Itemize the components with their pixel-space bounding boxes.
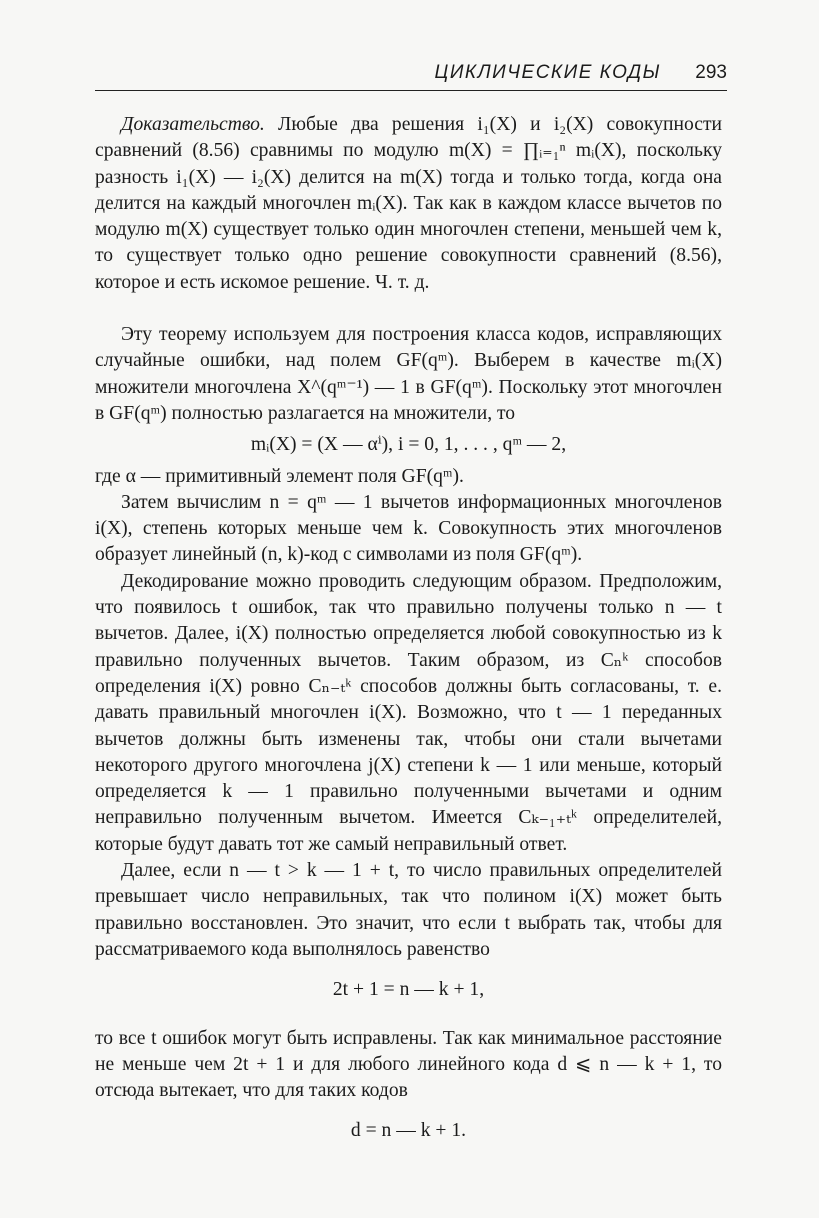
proof-paragraph [95,112,722,296]
paragraph-decoding: Декодирование можно проводить следующим образом. Предположим, что появилось t ошибок, так что правильно получены только n — t вычетов. Далее, i(X) полностью определяется любой совокупностью из k правильно полученных вычетов. Таким образом, из Cₙᵏ способов определения i(X) ровно Cₙ₋ₜᵏ способов должны быть согласованы, т. е. давать правильный многочлен i(X). Возможно, что t — 1 переданных вычетов должны быть изменены так, чтобы они стали вычетами некоторого другого многочлена j(X) степени k — 1 или меньше, который определяется k — 1 правильно полученными вычетами и одним неправильно полученным вычетом. Имеется Cₖ₋₁₊ₜᵏ определителей, которые будут давать тот же самый неправильный ответ. [95,570,722,855]
paragraph-alpha: где α — примитивный элемент поля GF(qᵐ). [95,465,464,487]
running-title: ЦИКЛИЧЕСКИЕ КОДЫ [434,62,661,83]
running-header [95,62,727,91]
paragraph-condition: Далее, если n — t > k — 1 + t, то число правильных определителей превышает число неправильных, так что полином i(X) может быть правильно восстановлен. Это значит, что если t выбрать так, чтобы для рассматриваемого кода выполнялось равенство [95,860,722,960]
equation-2t: 2t + 1 = n — k + 1, [332,979,485,1001]
paragraph-gap [95,296,722,322]
paragraph-residues: Затем вычислим n = qᵐ — 1 вычетов информационных многочленов i(X), степень которых меньше чем k. Совокупность этих многочленов образует линейный (n, k)-код с символами из поля GF(qᵐ). [95,491,722,566]
proof-lead: Доказательство. [121,114,265,135]
proof-text: Любые два решения i₁(X) и i₂(X) совокупности сравнений (8.56) сравнимы по модулю m(X) = ∏ᵢ₌₁ⁿ mᵢ(X), поскольку разность i₁(X) — i₂(X) делится на m(X) тогда и только тогда, когда она делится на каждый многочлен mᵢ(X). Так как в каждом классе вычетов по модулю m(X) существует только один многочлен степени, меньшей чем k, то существует только одно решение совокупности сравнений (8.56), которое и есть искомое решение. Ч. т. д. [95,114,722,293]
paragraph-theorem-use: Эту теорему используем для построения класса кодов, исправляющих случайные ошибки, над полем GF(qᵐ). Выберем в качестве mᵢ(X) множители многочлена X^(qᵐ⁻¹) — 1 в GF(qᵐ). Поскольку этот многочлен в GF(qᵐ) полностью разлагается на множители, то [95,324,722,424]
page-body [95,112,722,1150]
paragraph-min-distance: то все t ошибок могут быть исправлены. Так как минимальное расстояние не меньше чем 2t + 1 и для любого линейного кода d ⩽ n — k + 1, то отсюда вытекает, что для таких кодов [95,1027,722,1102]
equation-d: d = n — k + 1. [350,1120,467,1142]
equation-mi: mᵢ(X) = (X — αⁱ), i = 0, 1, . . . , qᵐ — 2, [250,434,567,456]
page-number: 293 [695,62,727,83]
